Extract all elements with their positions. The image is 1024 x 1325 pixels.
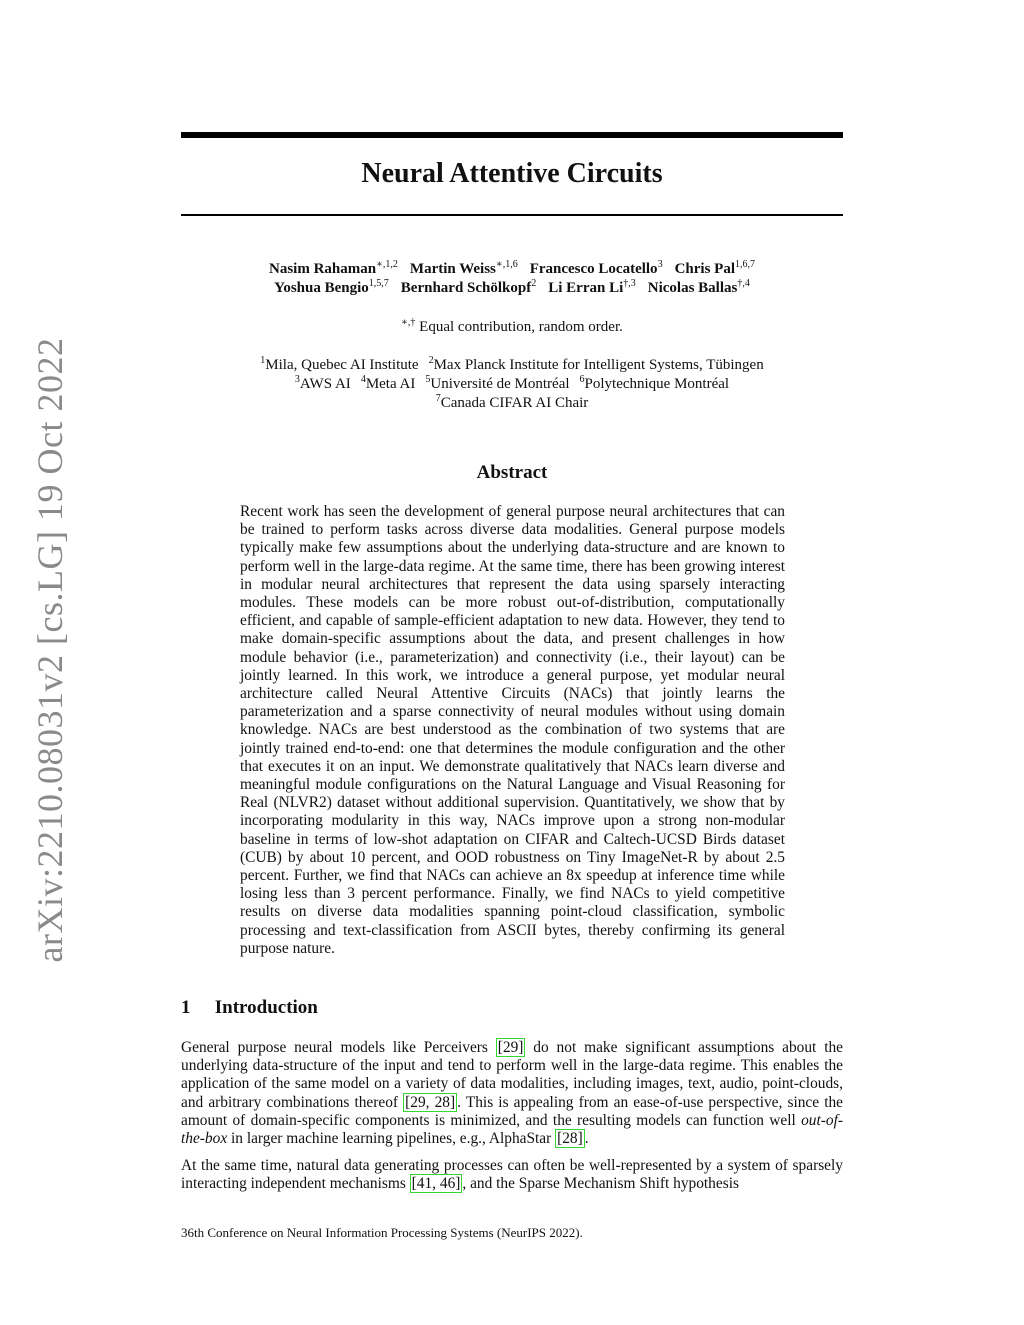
affiliation-name: AWS AI — [299, 376, 351, 392]
author-affiliation-mark: 2 — [531, 278, 537, 289]
affiliation — [361, 376, 416, 392]
affiliation-name: Max Planck Institute for Intelligent Systems, Tübingen — [433, 357, 764, 373]
author-affiliation-mark: 3 — [657, 259, 663, 270]
citation-link[interactable]: [29, 28] — [405, 1093, 456, 1111]
citation-link[interactable]: [41, 46] — [411, 1175, 461, 1193]
emphasis: out-of-the-box — [181, 1111, 843, 1148]
affiliation-mark: 1 — [260, 355, 266, 366]
affiliation-mark: 7 — [435, 393, 441, 404]
title-top-rule — [181, 132, 843, 138]
affiliation — [429, 357, 764, 373]
abstract-heading: Abstract — [476, 462, 548, 483]
author — [648, 280, 750, 296]
affiliation-mark: 4 — [360, 374, 366, 385]
citation-link[interactable]: [29] — [497, 1039, 524, 1056]
author-affiliation-mark: ∗,1,2 — [376, 259, 398, 270]
affiliation-name: Canada CIFAR AI Chair — [440, 395, 589, 411]
author — [410, 261, 518, 277]
conference-footer: 36th Conference on Neural Information Processing Systems (NeurIPS 2022). — [181, 1225, 583, 1240]
author — [269, 261, 398, 277]
author — [401, 280, 536, 296]
affiliation-name: Université de Montréal — [430, 376, 570, 392]
equal-contribution-text: Equal contribution, random order. — [419, 319, 623, 335]
affiliation-block — [181, 356, 843, 413]
equal-contribution-mark: ∗,† — [401, 317, 416, 328]
affiliation-name: Polytechnique Montréal — [584, 376, 730, 392]
author-name: Francesco Locatello — [529, 261, 658, 277]
section-title: Introduction — [214, 997, 318, 1018]
paper-title: Neural Attentive Circuits — [361, 158, 663, 189]
author-name: Yoshua Bengio — [274, 280, 369, 296]
author-affiliation-mark: †,4 — [737, 278, 750, 289]
author — [530, 261, 663, 277]
paragraph: At the same time, natural data generating processes can often be well-represented by a system of sparsely interacting independent mechanisms [41, 46] , and the Sparse Mechanism Shift hypothesis — [181, 1157, 843, 1193]
author-name: Li Erran Li — [548, 280, 624, 296]
section-number: 1 — [181, 997, 191, 1018]
affiliation — [295, 376, 351, 392]
abstract-text: Recent work has seen the development of general purpose neural architectures that can be trained to perform tasks across diverse data modalities. General purpose models typically make few assumptions about the underlying data-structure and are known to perform well in the large-data regime. At the same time, there has been growing interest in modular neural architectures that represent the data using sparsely interacting modules. These models can be more robust out-of-distribution, computationally efficient, and capable of sample-efficient adaptation to new data. However, they tend to make domain-specific assumptions about the data, and present challenges in how module behavior (i.e., parameterization) and connectivity (i.e., their layout) can be jointly learned. In this work, we introduce a general purpose, yet modular neural architecture called Neural Attentive Circuits (NACs) that jointly learns the parameterization and a sparse connectivity of neural modules without using domain knowledge. NACs are best understood as the combination of two systems that are jointly trained end-to-end: one that determines the module configuration and the other that executes it on an input. We demonstrate qualitatively that NACs learn diverse and meaningful module configurations on the Natural Language and Visual Reasoning for Real (NLVR2) dataset without additional supervision. Quantitatively, we show that by incorporating modularity in this way, NACs improve upon a strong non-modular baseline in terms of low-shot adaptation on CIFAR and Caltech-UCSD Birds dataset (CUB) by about 10 percent, and OOD robustness on Tiny ImageNet-R by about 2.5 percent. Further, we find that NACs can achieve an 8x speedup at inference time while losing less than 3 percent performance. Finally, we find NACs to yield competitive results on diverse data modalities spanning point-cloud classification, symbolic processing and text-classification from ASCII bytes, thereby confirming its general purpose nature. — [240, 503, 785, 957]
citation-link[interactable]: [28] — [557, 1130, 583, 1148]
affiliation-mark: 2 — [428, 355, 434, 366]
affiliation-line — [181, 394, 843, 413]
affiliation-mark: 3 — [294, 374, 300, 385]
affiliation — [436, 395, 589, 411]
equal-contribution-note — [181, 319, 843, 336]
affiliation — [260, 357, 418, 373]
author-affiliation-mark: 1,5,7 — [368, 278, 389, 289]
author-line — [181, 279, 843, 298]
affiliation-mark: 5 — [425, 374, 431, 385]
author — [548, 280, 636, 296]
author-affiliation-mark: 1,6,7 — [734, 259, 755, 270]
author-name: Nasim Rahaman — [269, 261, 377, 277]
affiliation-line — [181, 356, 843, 375]
affiliation-line — [181, 375, 843, 394]
author — [675, 261, 755, 277]
affiliation-name: Mila, Quebec AI Institute — [265, 357, 419, 373]
author — [274, 280, 389, 296]
author-affiliation-mark: †,3 — [623, 278, 636, 289]
author-name: Bernhard Schölkopf — [400, 280, 532, 296]
author-line — [181, 260, 843, 279]
arxiv-identifier: arXiv:2210.08031v2 [cs.LG] 19 Oct 2022 — [30, 337, 70, 963]
author-name: Martin Weiss — [409, 261, 496, 277]
affiliation — [425, 376, 569, 392]
affiliation — [580, 376, 730, 392]
section-heading — [181, 997, 318, 1019]
author-name: Chris Pal — [674, 261, 735, 277]
paragraph: General purpose neural models like Perceivers [29] do not make significant assumptions about the underlying data-structure of the input and tend to perform well in the large-data regime. This enables the application of the same model on a variety of data modalities, including images, text, audio, point-clouds, and arbitrary combinations thereof [29, 28] . This is appealing from an ease-of-use perspective, since the amount of domain-specific components is minimized, and the resulting models can function well out-of-the-box in larger machine learning pipelines, e.g., AlphaStar [28] . — [181, 1039, 843, 1148]
affiliation-name: Meta AI — [365, 376, 416, 392]
author-name: Nicolas Ballas — [647, 280, 738, 296]
title-bottom-rule — [181, 214, 843, 216]
author-block — [181, 260, 843, 298]
introduction-body — [181, 1039, 843, 1203]
author-affiliation-mark: ∗,1,6 — [495, 259, 518, 270]
affiliation-mark: 6 — [579, 374, 585, 385]
